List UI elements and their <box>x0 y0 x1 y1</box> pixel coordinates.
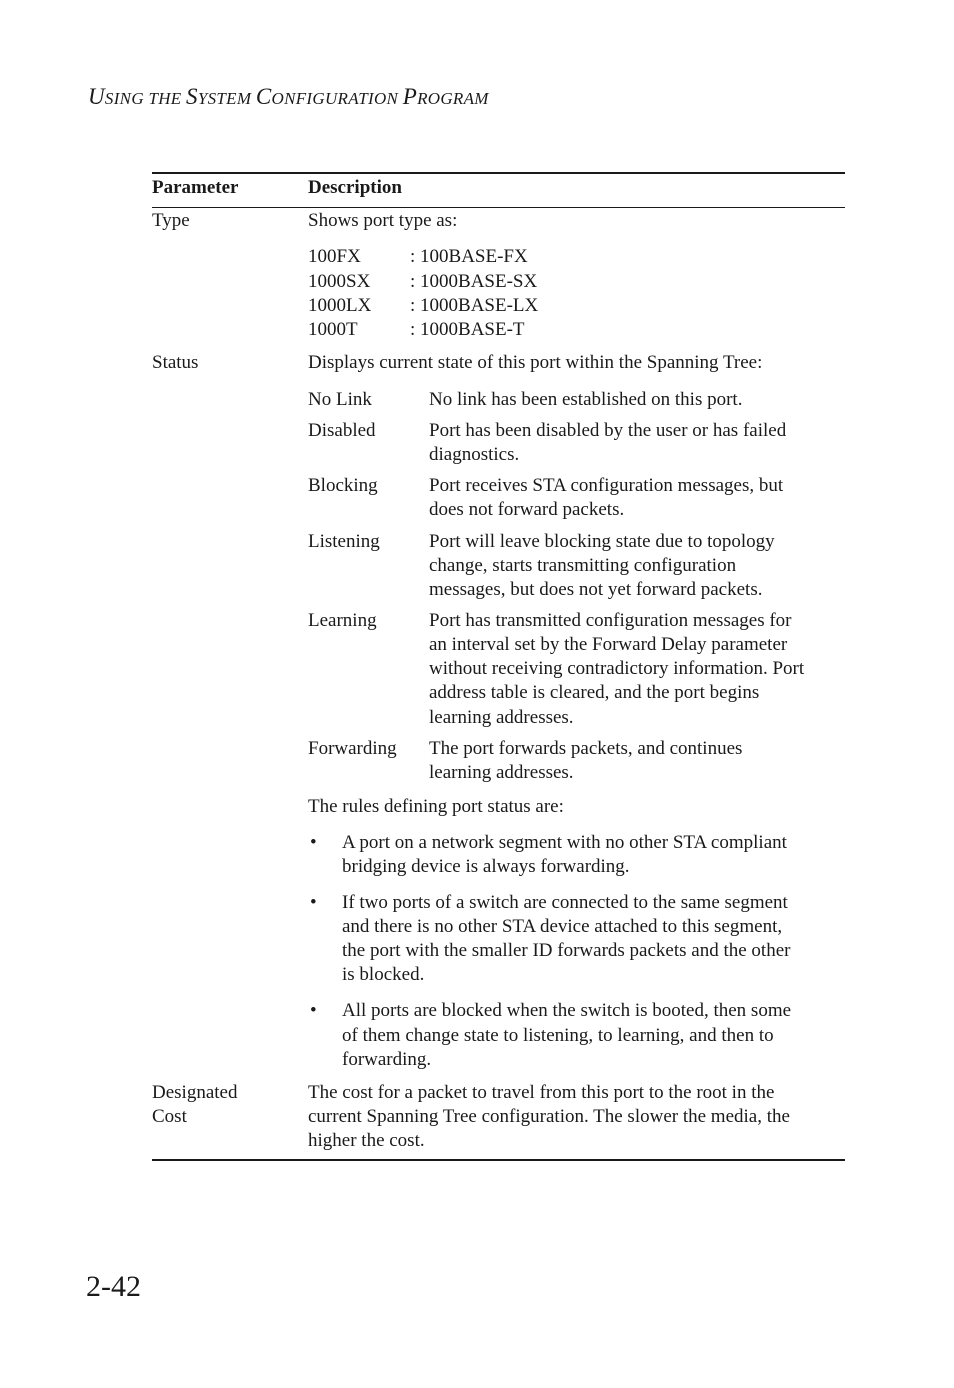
header-rest: YSTEM <box>197 89 256 108</box>
bullet-icon: • <box>310 832 317 853</box>
header-rest: ROGRAM <box>417 89 489 108</box>
rule-text: If two ports of a switch are connected to the same segment <box>342 892 788 913</box>
designated-cost-description: The cost for a packet to travel from this port to the root in the <box>308 1082 775 1103</box>
type-code: 1000T <box>308 319 358 340</box>
state-description: No link has been established on this port. <box>429 389 743 410</box>
state-description: an interval set by the Forward Delay parameter <box>429 634 788 655</box>
page-number: 2-42 <box>86 1270 141 1303</box>
state-description: Port has been disabled by the user or has failed <box>429 420 787 441</box>
state-description: learning addresses. <box>429 762 574 783</box>
table-top-rule <box>152 172 845 174</box>
state-name: Listening <box>308 531 380 552</box>
rule-text: forwarding. <box>342 1049 432 1070</box>
header-cap: S <box>186 84 198 109</box>
type-value: : 1000BASE-SX <box>410 271 538 292</box>
state-name: Blocking <box>308 475 378 496</box>
type-code: 100FX <box>308 246 361 267</box>
state-description: change, starts transmitting configuration <box>429 555 737 576</box>
type-value: : 1000BASE-T <box>410 319 525 340</box>
rule-text: and there is no other STA device attached to this segment, <box>342 916 783 937</box>
status-description: Displays current state of this port within the Spanning Tree: <box>308 352 763 373</box>
state-name: Disabled <box>308 420 376 441</box>
running-header <box>88 84 489 110</box>
param-type: Type <box>152 210 190 231</box>
type-code: 1000LX <box>308 295 372 316</box>
rules-intro: The rules defining port status are: <box>308 796 564 817</box>
header-rest: SING THE <box>104 89 187 108</box>
rule-text: All ports are blocked when the switch is booted, then some <box>342 1000 792 1021</box>
state-description: Port has transmitted configuration messages for <box>429 610 792 631</box>
header-rest: ONFIGURATION <box>271 89 403 108</box>
type-value: : 1000BASE-LX <box>410 295 539 316</box>
param-designated-cost: Cost <box>152 1106 187 1127</box>
rule-text: of them change state to listening, to learning, and then to <box>342 1025 774 1046</box>
state-name: Forwarding <box>308 738 397 759</box>
state-description: Port receives STA configuration messages, but <box>429 475 784 496</box>
designated-cost-description: current Spanning Tree configuration. The slower the media, the <box>308 1106 790 1127</box>
state-description: messages, but does not yet forward packets. <box>429 579 763 600</box>
type-code: 1000SX <box>308 271 371 292</box>
rule-text: the port with the smaller ID forwards packets and the other <box>342 940 791 961</box>
rule-text: bridging device is always forwarding. <box>342 856 630 877</box>
table-bottom-rule <box>152 1159 845 1161</box>
bullet-icon: • <box>310 1000 317 1021</box>
state-description: diagnostics. <box>429 444 520 465</box>
state-description: learning addresses. <box>429 707 574 728</box>
table-header-rule <box>152 207 845 208</box>
designated-cost-description: higher the cost. <box>308 1130 425 1151</box>
type-value: : 100BASE-FX <box>410 246 528 267</box>
rule-text: A port on a network segment with no other STA compliant <box>342 832 787 853</box>
state-description: does not forward packets. <box>429 499 625 520</box>
param-designated-cost: Designated <box>152 1082 238 1103</box>
state-description: without receiving contradictory information. Port <box>429 658 805 679</box>
state-name: No Link <box>308 389 372 410</box>
state-name: Learning <box>308 610 377 631</box>
header-cap: C <box>255 84 272 109</box>
header-cap: U <box>88 84 105 109</box>
rule-text: is blocked. <box>342 964 425 985</box>
header-cap: P <box>402 84 418 109</box>
bullet-icon: • <box>310 892 317 913</box>
state-description: Port will leave blocking state due to topology <box>429 531 775 552</box>
type-description: Shows port type as: <box>308 210 458 231</box>
state-description: address table is cleared, and the port begins <box>429 682 760 703</box>
column-header-parameter: Parameter <box>152 177 239 198</box>
param-status: Status <box>152 352 199 373</box>
state-description: The port forwards packets, and continues <box>429 738 743 759</box>
column-header-description: Description <box>308 177 402 198</box>
